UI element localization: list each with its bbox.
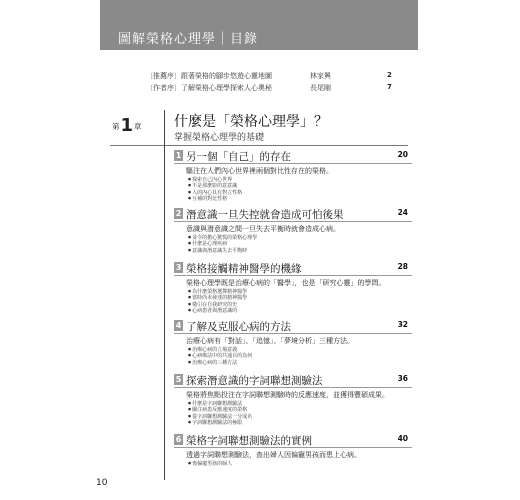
bullet-item: ● 什麼是字詞聯想測驗法 [188,401,252,407]
preface-recommend[interactable] [146,71,331,81]
section-page: 20 [397,150,408,159]
bullet-item: ● 徵引在自我研究的史 [188,302,247,308]
section-page: 36 [397,374,408,383]
section-summary: 榮格心理學既是治療心病的「醫學」，也是「研究心靈」的學問。 [186,279,386,287]
section-bullets [188,289,247,315]
section-bullets [188,401,252,427]
section-summary: 榮格將焦點投注在字詞聯想測驗時的反應速度，並獲得豐碩成果。 [186,391,389,399]
section-summary: 透過字詞聯想測驗法，查出婦人因偏寵男孩而患上心病。 [186,451,361,459]
section-page: 28 [397,262,408,271]
vertical-rule [164,110,165,480]
section-underline [174,221,412,222]
preface-text: 〔作者序〕了解榮格心理學探索人心奧秘 [146,84,272,92]
section-bullets [188,347,252,366]
section-number: 4 [175,321,182,330]
section-underline [174,387,412,388]
bullet-item: ● 探索自己內心世界 [188,177,242,183]
preface-page: 2 [387,71,392,79]
section-number: 3 [175,263,182,272]
section-title: 潛意識一旦失控就會造成可怕後果 [186,209,344,221]
section-page: 24 [397,208,408,217]
bullet-item: ● 為什麼榮格選擇精神醫學 [188,289,247,295]
section-number: 1 [175,151,182,160]
chapter-divider [110,145,408,146]
section-underline [174,447,412,448]
chapter-title[interactable]: 什麼是「榮格心理學」？ [174,114,328,130]
book-title: 圖解榮格心理學｜目錄 [118,32,259,47]
preface-author-note[interactable] [146,83,331,93]
bullet-item: ● 什麼是心理疾病 [188,241,257,247]
bullet-item: ● 從字詞聯想測驗法一分成名 [188,414,252,420]
bullet-item: ● 心病患者與潛意識的 [188,308,247,314]
preface-author: 林家興 [310,72,331,80]
chapter-label [112,113,142,134]
bullet-item: ● 關注病患反應速度的榮格 [188,407,252,413]
bullet-item: ● 治療心病的立場意義 [188,347,252,353]
section-title: 榮格字詞聯想測驗法的實例 [186,435,312,447]
section-bullets [188,177,242,203]
preface-text: 〔推薦序〕跟著榮格的腳步悠遊心靈地圖 [146,72,272,80]
bullet-item: ● 並令的擔心驚慌的榮格心理學 [188,235,257,241]
bullet-item: ● 治療心病的三種方法 [188,360,252,366]
bullet-item: ● 心病療法中的共通目的為何 [188,353,252,359]
section-underline [174,275,412,276]
header-bar [100,0,418,50]
section-title: 另一個「自己」的存在 [186,151,291,163]
section-number: 5 [175,375,182,384]
section-summary: 意識與潛意識之間一旦失去平衡時就會造成心病。 [186,225,340,233]
preface-author: 長尾剛 [310,84,331,92]
chapter-subtitle: 掌握榮格心理學的基礎 [174,133,265,143]
section-title: 榮格接觸精神醫學的機緣 [186,263,302,275]
chapter-number: 1 [120,115,134,136]
page-number: 10 [96,478,108,488]
bullet-item: ● 人的內心具有對立性格 [188,190,242,196]
section-summary: 治療心病有「對話」、「追憶」、「夢境分析」三種方法。 [186,337,354,345]
section-underline [174,333,412,334]
section-number: 2 [175,209,182,218]
bullet-item: ● 當時尚未發達的精神醫學 [188,295,247,301]
section-summary: 驅注在人們內心世界裡兩個對比性存在的榮格。 [186,167,333,175]
chapter-label-pre: 第 [112,122,120,131]
bullet-item: ● 意識與潛意識失去平衡時 [188,248,257,254]
bullet-item: ● 喪偏寵男孩的婦人 [188,461,232,467]
section-number: 6 [175,435,182,444]
section-underline [174,163,412,164]
bullet-item: ● 不是那麼影的意意識 [188,183,242,189]
section-page: 40 [397,434,408,443]
section-title: 探索潛意識的字詞聯想測驗法 [186,375,323,387]
bullet-item: ● 字詞聯想測驗法的極限 [188,420,252,426]
preface-page: 7 [387,83,392,91]
section-title: 了解及克服心病的方法 [186,321,291,333]
section-page: 32 [397,320,408,329]
section-bullets [188,461,232,467]
bullet-item: ● 互補的對比性格 [188,196,242,202]
chapter-label-post: 章 [134,122,142,131]
section-bullets [188,235,257,254]
